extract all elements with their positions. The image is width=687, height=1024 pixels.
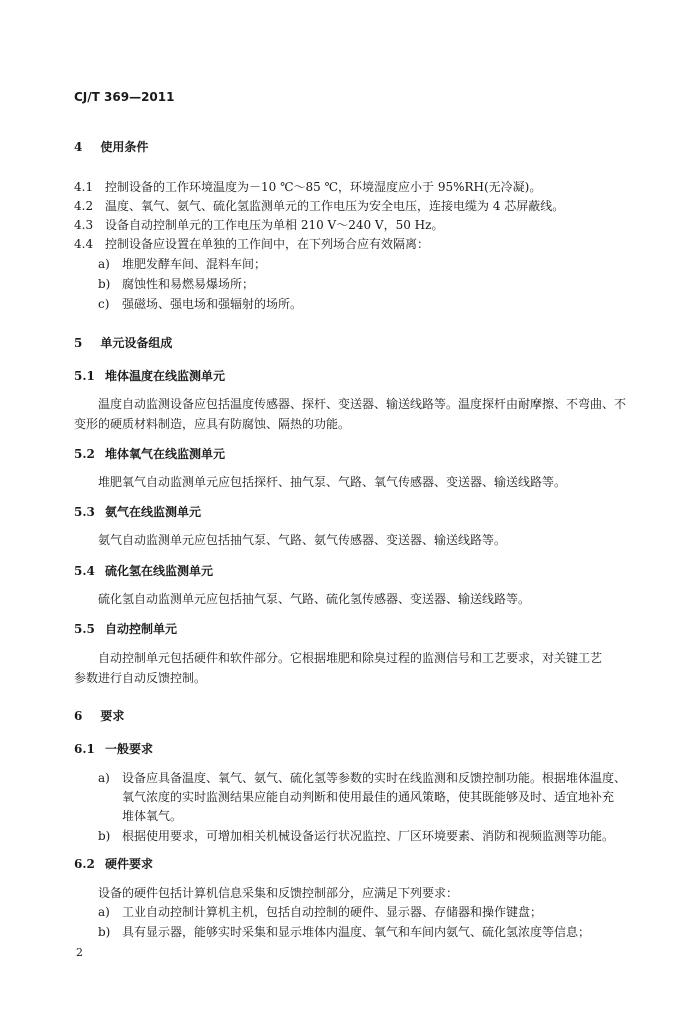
clause-text: 控制设备应设置在单独的工作间中，在下列场合应有效隔离： [105, 237, 430, 251]
clause-title: 一般要求 [105, 742, 154, 756]
clause-number: 4.3 [74, 218, 94, 232]
list-label: a) [98, 257, 110, 271]
paragraph-line: 硫化氢自动监测单元应包括抽气泵、气路、硫化氢传感器、变送器、输送线路等。 [98, 592, 531, 606]
list-text: 强磁场、强电场和强辐射的场所。 [122, 297, 303, 311]
section-title: 使用条件 [100, 140, 149, 154]
paragraph-line: 变形的硬质材料制造，应具有防腐蚀、隔热的功能。 [74, 417, 351, 431]
list-text: 根据使用要求，可增加相关机械设备运行状况监控、厂区环境要素、消防和视频监测等功能。 [122, 829, 615, 843]
list-item [98, 924, 590, 940]
clause-number: 5.3 [74, 505, 95, 519]
clause-5-3-heading [74, 504, 201, 520]
list-item [98, 256, 266, 272]
clause-5-1-heading [74, 368, 225, 384]
list-item [98, 276, 254, 292]
clause-number: 4.2 [74, 199, 94, 213]
section-number: 5 [74, 336, 83, 350]
list-label: b) [98, 925, 111, 939]
list-text: 设备应具备温度、氧气、氨气、硫化氢等参数的实时在线监测和反馈控制功能。根据堆体温度、 [122, 771, 627, 785]
section-6-heading [74, 708, 124, 724]
clause-text: 控制设备的工作环境温度为－10 ℃～85 ℃，环境湿度应小于 95%RH(无冷凝)。 [105, 180, 542, 194]
clause-4-4 [74, 236, 429, 252]
section-number: 6 [74, 709, 83, 723]
list-label: a) [98, 905, 110, 919]
clause-title: 自动控制单元 [105, 622, 178, 636]
clause-number: 6.1 [74, 742, 95, 756]
clause-5-5-heading [74, 621, 177, 637]
paragraph-line: 温度自动监测设备应包括温度传感器、探杆、变送器、输送线路等。温度探杆由耐摩擦、不弯曲、不 [98, 397, 627, 411]
clause-number: 4.1 [74, 180, 94, 194]
clause-text: 设备自动控制单元的工作电压为单相 210 V～240 V，50 Hz。 [105, 218, 444, 232]
section-4-heading [74, 139, 148, 155]
clause-text: 温度、氧气、氨气、硫化氢监测单元的工作电压为安全电压，连接电缆为 4 芯屏蔽线。 [105, 199, 565, 213]
section-number: 4 [74, 140, 83, 154]
list-item [98, 770, 626, 786]
clause-title: 硬件要求 [105, 857, 154, 871]
list-text: 腐蚀性和易燃易爆场所； [122, 277, 255, 291]
paragraph-line: 参数进行自动反馈控制。 [74, 671, 207, 685]
clause-4-1 [74, 179, 541, 195]
list-text: 具有显示器，能够实时采集和显示堆体内温度、氧气和车间内氨气、硫化氢浓度等信息； [122, 925, 591, 939]
list-label: b) [98, 277, 111, 291]
page-number: 2 [76, 946, 83, 959]
list-text: 工业自动控制计算机主机，包括自动控制的硬件、显示器、存储器和操作键盘； [122, 905, 543, 919]
clause-number: 4.4 [74, 237, 94, 251]
clause-6-2-heading [74, 856, 153, 872]
list-continuation: 氧气浓度的实时监测结果应能自动判断和使用最佳的通风策略，使其既能够及时、适宜地补充 [122, 790, 615, 804]
clause-5-2-heading [74, 446, 225, 462]
list-label: b) [98, 829, 111, 843]
clause-6-1-heading [74, 741, 153, 757]
clause-number: 5.2 [74, 447, 95, 461]
clause-number: 5.4 [74, 564, 95, 578]
clause-title: 堆体氧气在线监测单元 [105, 447, 226, 461]
list-label: c) [98, 297, 110, 311]
section-title: 单元设备组成 [100, 336, 173, 350]
paragraph-line: 自动控制单元包括硬件和软件部分。它根据堆肥和除臭过程的监测信号和工艺要求，对关键工艺 [98, 651, 603, 665]
paragraph-line: 设备的硬件包括计算机信息采集和反馈控制部分，应满足下列要求： [98, 886, 459, 900]
clause-4-2 [74, 198, 564, 214]
clause-number: 5.5 [74, 622, 95, 636]
section-5-heading [74, 335, 172, 351]
list-item [98, 828, 614, 844]
paragraph-line: 氨气自动监测单元应包括抽气泵、气路、氨气传感器、变送器、输送线路等。 [98, 533, 507, 547]
list-text: 堆肥发酵车间、混料车间； [122, 257, 267, 271]
clause-title: 堆体温度在线监测单元 [105, 369, 226, 383]
clause-number: 6.2 [74, 857, 95, 871]
list-label: a) [98, 771, 110, 785]
clause-number: 5.1 [74, 369, 95, 383]
clause-5-4-heading [74, 563, 213, 579]
list-item [98, 296, 302, 312]
list-item [98, 904, 542, 920]
clause-title: 氨气在线监测单元 [105, 505, 202, 519]
clause-4-3 [74, 217, 443, 233]
section-title: 要求 [100, 709, 125, 723]
clause-title: 硫化氢在线监测单元 [105, 564, 214, 578]
list-continuation: 堆体氧气。 [122, 809, 183, 823]
standard-code-header: CJ/T 369—2011 [74, 90, 175, 104]
paragraph-line: 堆肥氧气自动监测单元应包括探杆、抽气泵、气路、氧气传感器、变送器、输送线路等。 [98, 475, 567, 489]
